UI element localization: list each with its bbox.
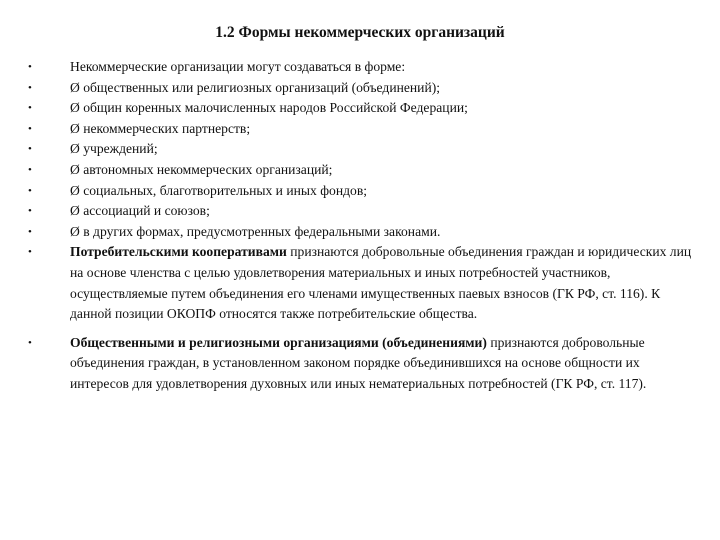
- list-item: [25, 181, 695, 202]
- list-item: [25, 242, 695, 324]
- list-item-text: Ø общественных или религиозных организаций (объединений);: [70, 79, 441, 95]
- bullet-icon: •: [28, 81, 32, 94]
- slide-title: 1.2 Формы некоммерческих организаций: [215, 24, 505, 41]
- bullet-icon: •: [28, 163, 32, 176]
- list-item-term: Общественными и религиозными организациями (объединениями): [70, 334, 487, 350]
- list-item: [25, 333, 695, 395]
- bullet-icon: •: [28, 246, 32, 259]
- list-item-text: Ø некоммерческих партнерств;: [70, 120, 251, 136]
- list-item: [25, 78, 695, 99]
- bullet-icon: •: [28, 205, 32, 218]
- list-item: [25, 139, 695, 160]
- list-item: [25, 57, 695, 78]
- list-item-text: Ø в других формах, предусмотренных федеральными законами.: [70, 223, 441, 239]
- list-item: [25, 222, 695, 243]
- bullet-icon: •: [28, 184, 32, 197]
- bullet-icon: •: [28, 61, 32, 73]
- list-item: [25, 160, 695, 181]
- list-item-term: Потребительскими кооперативами: [70, 244, 287, 260]
- list-item-text: Ø социальных, благотворительных и иных фондов;: [70, 182, 368, 198]
- bullet-icon: •: [28, 102, 32, 115]
- bullet-icon: •: [28, 225, 32, 238]
- list-item-text: признаются добровольные объединения граждан и юридических лиц на основе членства с целью удовлетворения материальных и иных потребностей участников, осуществляемые путем объединения его членами имущественных паевых взносов (ГК РФ, ст. 116). К данной позиции ОКОПФ относятся также потребительские общества.: [70, 244, 692, 322]
- list-item: [25, 119, 695, 140]
- list-item-text: Ø ассоциаций и союзов;: [70, 203, 210, 219]
- list-item-text: Некоммерческие организации могут создаваться в форме:: [70, 59, 406, 74]
- list-item-text: Ø общин коренных малочисленных народов Российской Федерации;: [70, 100, 468, 116]
- list-item-text: Ø автономных некоммерческих организаций;: [70, 161, 333, 177]
- list-item-text: признаются добровольные объединения граждан, в установленном законом порядке объединившихся на основе общности их интересов для удовлетворения духовных или иных нематериальных потребностей (ГК РФ, ст. 117).: [70, 334, 647, 391]
- list-item: [25, 98, 695, 119]
- bullet-icon: •: [28, 336, 32, 349]
- bullet-icon: •: [28, 122, 32, 135]
- bullet-icon: •: [28, 143, 32, 156]
- list-item: [25, 201, 695, 222]
- bullet-list: [25, 57, 695, 395]
- list-item-text: Ø учреждений;: [70, 141, 158, 157]
